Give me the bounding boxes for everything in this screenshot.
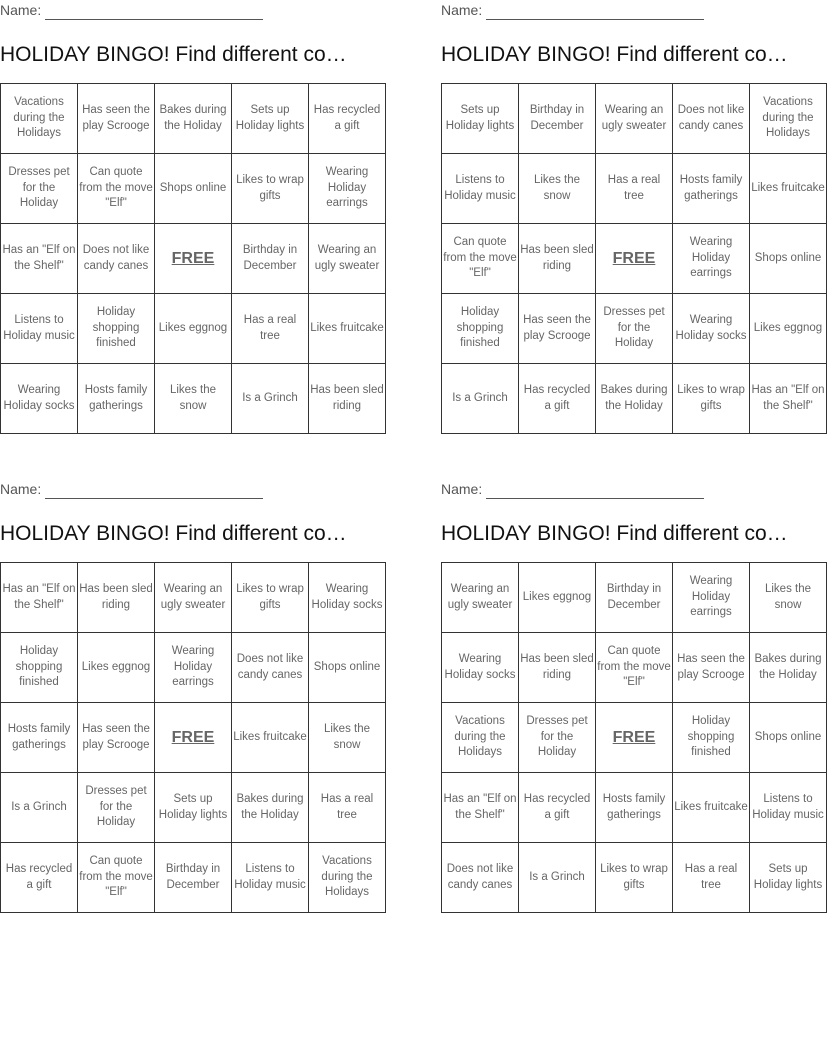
bingo-cell: Wearing an ugly sweater bbox=[596, 84, 673, 154]
bingo-cell: Does not like candy canes bbox=[442, 843, 519, 913]
bingo-cell: Sets up Holiday lights bbox=[750, 843, 827, 913]
bingo-cell: Shops online bbox=[309, 633, 386, 703]
bingo-cell: Dresses pet for the Holiday bbox=[519, 703, 596, 773]
bingo-cell: Birthday in December bbox=[596, 563, 673, 633]
bingo-card bbox=[0, 479, 383, 899]
bingo-cell: Likes to wrap gifts bbox=[596, 843, 673, 913]
bingo-cell: Wearing Holiday socks bbox=[442, 633, 519, 703]
bingo-grid bbox=[0, 83, 386, 434]
bingo-cell: Is a Grinch bbox=[232, 364, 309, 434]
bingo-cell: Has been sled riding bbox=[309, 364, 386, 434]
name-line bbox=[0, 0, 375, 20]
bingo-card bbox=[441, 479, 824, 891]
bingo-cell: Dresses pet for the Holiday bbox=[1, 154, 78, 224]
bingo-cell: Can quote from the move "Elf" bbox=[442, 224, 519, 294]
bingo-cell: Likes to wrap gifts bbox=[232, 154, 309, 224]
bingo-cell: Has an "Elf on the Shelf" bbox=[1, 563, 78, 633]
bingo-row bbox=[442, 633, 827, 703]
bingo-row bbox=[1, 224, 386, 294]
bingo-cell: Vacations during the Holidays bbox=[309, 843, 386, 913]
card-title: HOLIDAY BINGO! Find different co… bbox=[0, 43, 347, 66]
bingo-cell-free: FREE bbox=[596, 703, 673, 773]
bingo-row bbox=[442, 84, 827, 154]
bingo-cell: Shops online bbox=[750, 224, 827, 294]
bingo-cell: Wearing Holiday earrings bbox=[155, 633, 232, 703]
bingo-cell: Listens to Holiday music bbox=[442, 154, 519, 224]
bingo-cell: Likes fruitcake bbox=[673, 773, 750, 843]
bingo-cell: Likes eggnog bbox=[519, 563, 596, 633]
bingo-cell: Likes to wrap gifts bbox=[232, 563, 309, 633]
bingo-cell: Likes eggnog bbox=[155, 294, 232, 364]
name-blank bbox=[45, 484, 263, 499]
bingo-cell: Sets up Holiday lights bbox=[155, 773, 232, 843]
bingo-row bbox=[442, 154, 827, 224]
bingo-cell: Wearing Holiday socks bbox=[309, 563, 386, 633]
bingo-row bbox=[442, 364, 827, 434]
name-label: Name: bbox=[441, 2, 483, 18]
bingo-cell: Birthday in December bbox=[155, 843, 232, 913]
name-label: Name: bbox=[0, 481, 42, 497]
bingo-cell: Vacations during the Holidays bbox=[1, 84, 78, 154]
bingo-row bbox=[442, 563, 827, 633]
bingo-cell-free: FREE bbox=[155, 224, 232, 294]
bingo-row bbox=[1, 294, 386, 364]
bingo-cell: Likes the snow bbox=[155, 364, 232, 434]
name-label: Name: bbox=[441, 481, 483, 497]
bingo-cell: Holiday shopping finished bbox=[673, 703, 750, 773]
bingo-cell: Has seen the play Scrooge bbox=[78, 84, 155, 154]
bingo-cell: Has an "Elf on the Shelf" bbox=[750, 364, 827, 434]
bingo-cell: Is a Grinch bbox=[519, 843, 596, 913]
bingo-cell: Wearing Holiday earrings bbox=[673, 224, 750, 294]
bingo-cell: Bakes during the Holiday bbox=[155, 84, 232, 154]
bingo-cell: Has seen the play Scrooge bbox=[78, 703, 155, 773]
bingo-cell: Likes the snow bbox=[750, 563, 827, 633]
bingo-grid bbox=[441, 83, 827, 434]
bingo-row bbox=[1, 563, 386, 633]
bingo-cell: Holiday shopping finished bbox=[442, 294, 519, 364]
bingo-row bbox=[442, 294, 827, 364]
bingo-row bbox=[1, 84, 386, 154]
bingo-cell: Has recycled a gift bbox=[519, 364, 596, 434]
bingo-row bbox=[1, 773, 386, 843]
name-blank bbox=[486, 5, 704, 20]
bingo-cell: Has an "Elf on the Shelf" bbox=[442, 773, 519, 843]
bingo-card bbox=[0, 0, 384, 412]
bingo-row bbox=[1, 703, 386, 773]
bingo-cell: Holiday shopping finished bbox=[78, 294, 155, 364]
bingo-row bbox=[1, 364, 386, 434]
bingo-cell: Wearing Holiday earrings bbox=[673, 563, 750, 633]
bingo-cell: Wearing Holiday earrings bbox=[309, 154, 386, 224]
bingo-cell: Can quote from the move "Elf" bbox=[78, 154, 155, 224]
name-line bbox=[0, 479, 375, 499]
card-title: HOLIDAY BINGO! Find different co… bbox=[441, 522, 788, 545]
bingo-cell: Is a Grinch bbox=[1, 773, 78, 843]
bingo-cell: Hosts family gatherings bbox=[596, 773, 673, 843]
bingo-cell: Has recycled a gift bbox=[309, 84, 386, 154]
bingo-cell: Hosts family gatherings bbox=[673, 154, 750, 224]
bingo-cell: Has a real tree bbox=[309, 773, 386, 843]
bingo-cell: Vacations during the Holidays bbox=[442, 703, 519, 773]
bingo-cell: Vacations during the Holidays bbox=[750, 84, 827, 154]
bingo-cell: Listens to Holiday music bbox=[232, 843, 309, 913]
bingo-row bbox=[442, 843, 827, 913]
bingo-cell: Bakes during the Holiday bbox=[232, 773, 309, 843]
bingo-cell: Likes fruitcake bbox=[309, 294, 386, 364]
bingo-cell: Shops online bbox=[155, 154, 232, 224]
bingo-cell: Has recycled a gift bbox=[519, 773, 596, 843]
bingo-grid bbox=[0, 562, 386, 913]
name-line bbox=[441, 0, 816, 20]
bingo-cell: Does not like candy canes bbox=[673, 84, 750, 154]
bingo-cell: Shops online bbox=[750, 703, 827, 773]
bingo-cell: Wearing Holiday socks bbox=[1, 364, 78, 434]
bingo-cell: Has been sled riding bbox=[519, 224, 596, 294]
bingo-cell: Wearing Holiday socks bbox=[673, 294, 750, 364]
bingo-cell: Wearing an ugly sweater bbox=[442, 563, 519, 633]
bingo-cell: Sets up Holiday lights bbox=[442, 84, 519, 154]
bingo-cell-free: FREE bbox=[596, 224, 673, 294]
bingo-cell: Is a Grinch bbox=[442, 364, 519, 434]
bingo-card bbox=[441, 0, 825, 412]
bingo-cell: Has a real tree bbox=[673, 843, 750, 913]
bingo-row bbox=[442, 703, 827, 773]
card-title: HOLIDAY BINGO! Find different co… bbox=[441, 43, 788, 66]
bingo-cell: Hosts family gatherings bbox=[1, 703, 78, 773]
bingo-cell: Bakes during the Holiday bbox=[750, 633, 827, 703]
bingo-cell: Has seen the play Scrooge bbox=[673, 633, 750, 703]
bingo-cell: Birthday in December bbox=[232, 224, 309, 294]
name-blank bbox=[486, 484, 704, 499]
bingo-cell: Bakes during the Holiday bbox=[596, 364, 673, 434]
bingo-cell: Has an "Elf on the Shelf" bbox=[1, 224, 78, 294]
bingo-cell: Birthday in December bbox=[519, 84, 596, 154]
bingo-cell-free: FREE bbox=[155, 703, 232, 773]
bingo-cell: Does not like candy canes bbox=[78, 224, 155, 294]
bingo-cell: Does not like candy canes bbox=[232, 633, 309, 703]
bingo-cell: Dresses pet for the Holiday bbox=[78, 773, 155, 843]
bingo-row bbox=[1, 154, 386, 224]
bingo-row bbox=[442, 773, 827, 843]
bingo-cell: Can quote from the move "Elf" bbox=[596, 633, 673, 703]
bingo-cell: Holiday shopping finished bbox=[1, 633, 78, 703]
bingo-cell: Has a real tree bbox=[232, 294, 309, 364]
bingo-cell: Hosts family gatherings bbox=[78, 364, 155, 434]
bingo-cell: Dresses pet for the Holiday bbox=[596, 294, 673, 364]
bingo-cell: Has been sled riding bbox=[78, 563, 155, 633]
bingo-cell: Listens to Holiday music bbox=[1, 294, 78, 364]
card-title: HOLIDAY BINGO! Find different co… bbox=[0, 522, 347, 545]
bingo-cell: Has recycled a gift bbox=[1, 843, 78, 913]
bingo-cell: Has been sled riding bbox=[519, 633, 596, 703]
bingo-row bbox=[442, 224, 827, 294]
bingo-cell: Has a real tree bbox=[596, 154, 673, 224]
bingo-cell: Likes fruitcake bbox=[232, 703, 309, 773]
bingo-cell: Has seen the play Scrooge bbox=[519, 294, 596, 364]
bingo-cell: Likes fruitcake bbox=[750, 154, 827, 224]
bingo-cell: Likes eggnog bbox=[750, 294, 827, 364]
bingo-cell: Likes the snow bbox=[309, 703, 386, 773]
bingo-grid bbox=[441, 562, 827, 913]
bingo-cell: Wearing an ugly sweater bbox=[155, 563, 232, 633]
name-label: Name: bbox=[0, 2, 42, 18]
bingo-cell: Likes the snow bbox=[519, 154, 596, 224]
bingo-cell: Wearing an ugly sweater bbox=[309, 224, 386, 294]
bingo-cell: Sets up Holiday lights bbox=[232, 84, 309, 154]
bingo-cell: Listens to Holiday music bbox=[750, 773, 827, 843]
bingo-cell: Can quote from the move "Elf" bbox=[78, 843, 155, 913]
bingo-cell: Likes to wrap gifts bbox=[673, 364, 750, 434]
name-line bbox=[441, 479, 816, 499]
name-blank bbox=[45, 5, 263, 20]
bingo-row bbox=[1, 843, 386, 913]
bingo-row bbox=[1, 633, 386, 703]
bingo-cell: Likes eggnog bbox=[78, 633, 155, 703]
